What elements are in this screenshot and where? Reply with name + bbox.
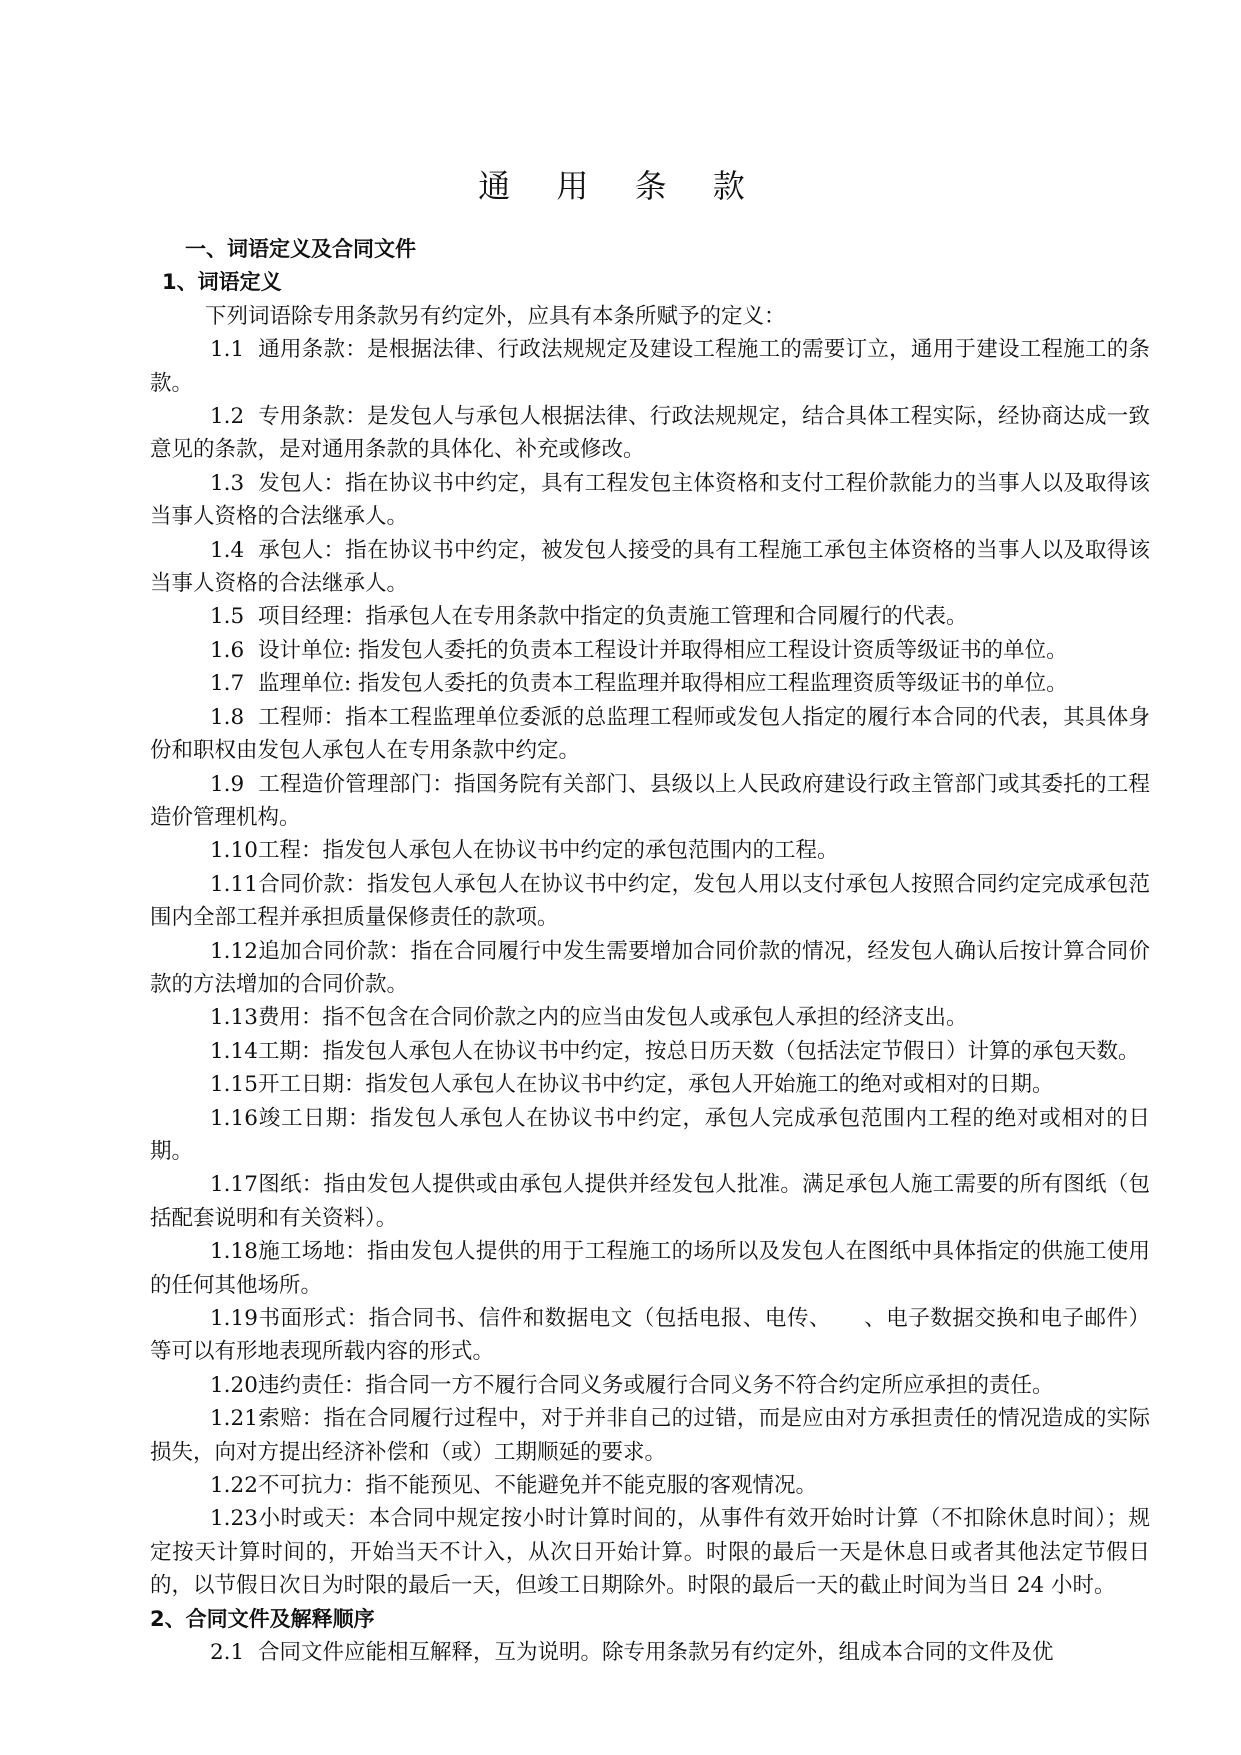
clause-number: 1.7: [210, 671, 245, 697]
clause-1-9: [150, 768, 1150, 835]
clause-text: 工程造价管理部门：指国务院有关部门、县级以上人民政府建设行政主管部门或其委托的工程造价管理机构。: [150, 771, 1150, 830]
clause-text: 工程师：指本工程监理单位委派的总监理工程师或发包人指定的履行本合同的代表，其具体身份和职权由发包人承包人在专用条款中约定。: [150, 704, 1150, 764]
clause-text: 开工日期：指发包人承包人在协议书中约定，承包人开始施工的绝对或相对的日期。: [258, 1072, 1054, 1098]
clause-1-13: [150, 1001, 1150, 1034]
clause-text: 专用条款：是发包人与承包人根据法律、行政法规规定，结合具体工程实际，经协商达成一致意见的条款，是对通用条款的具体化、补充或修改。: [150, 404, 1150, 463]
clause-number: 1.11: [210, 871, 258, 897]
clause-number: 1.3: [210, 470, 245, 496]
clause-text: 施工场地：指由发包人提供的用于工程施工的场所以及发包人在图纸中具体指定的供施工使用的任何其他场所。: [150, 1239, 1150, 1298]
clause-number: 1.17: [210, 1172, 258, 1198]
clause-1-10: [150, 834, 1150, 867]
section-heading: 一、词语定义及合同文件: [185, 237, 416, 261]
clause-1-19: [150, 1302, 1150, 1369]
clause-text: 承包人：指在协议书中约定，被发包人接受的具有工程施工承包主体资格的当事人以及取得该当事人资格的合法继承人。: [150, 537, 1150, 597]
clause-text: 追加合同价款：指在合同履行中发生需要增加合同价款的情况，经发包人确认后按计算合同价款的方法增加的合同价款。: [150, 938, 1150, 997]
clause-text: 工程：指发包人承包人在协议书中约定的承包范围内的工程。: [258, 838, 839, 864]
clause-2-1: [150, 1636, 1150, 1669]
clause-text: 项目经理：指承包人在专用条款中指定的负责施工管理和合同履行的代表。: [258, 604, 968, 630]
clause-number: 1.19: [210, 1306, 258, 1331]
clause-1-5: [150, 600, 1150, 633]
clause-number: 1.12: [210, 938, 258, 964]
clause-number: 1.21: [210, 1406, 258, 1432]
clause-1-2: [150, 400, 1150, 467]
clause-number: 1.23: [210, 1506, 258, 1532]
clause-1-8: [150, 701, 1150, 768]
clause-1-16: [150, 1102, 1150, 1169]
clause-number: 1.18: [210, 1239, 258, 1265]
clause-text: 发包人：指在协议书中约定，具有工程发包主体资格和支付工程价款能力的当事人以及取得该当事人资格的合法继承人。: [150, 470, 1150, 530]
clause-number: 1.9: [210, 771, 245, 797]
clause-text: 图纸：指由发包人提供或由承包人提供并经发包人批准。满足承包人施工需要的所有图纸（包括配套说明和有关资料）。: [150, 1172, 1150, 1231]
subsection-heading: 2、合同文件及解释顺序: [150, 1606, 375, 1631]
clause-number: 1.4: [210, 537, 245, 563]
clause-number: 1.10: [210, 838, 258, 864]
clause-text: 通用条款：是根据法律、行政法规规定及建设工程施工的需要订立，通用于建设工程施工的条款。: [150, 337, 1150, 396]
clause-text: 工期：指发包人承包人在协议书中约定，按总日历天数（包括法定节假日）计算的承包天数。: [258, 1038, 1140, 1064]
clause-number: 1.14: [210, 1038, 258, 1064]
subsection-heading: 1、词语定义: [162, 270, 282, 295]
intro-paragraph: 下列词语除专用条款另有约定外，应具有本条所赋予的定义：: [205, 303, 786, 329]
clause-1-3: [150, 467, 1150, 534]
clause-1-17: [150, 1168, 1150, 1235]
clause-text: 书面形式：指合同书、信件和数据电文（包括电报、电传、 、电子数据交换和电子邮件）等可以有形地表现所载内容的形式。: [150, 1306, 1150, 1365]
clause-1-4: [150, 534, 1150, 601]
clause-text: 合同价款：指发包人承包人在协议书中约定，发包人用以支付承包人按照合同约定完成承包范围内全部工程并承担质量保修责任的款项。: [150, 871, 1150, 931]
clause-number: 1.6: [210, 637, 245, 663]
clause-number: 1.5: [210, 604, 245, 630]
clause-1-22: [150, 1469, 1150, 1502]
clause-1-12: [150, 935, 1150, 1002]
clause-number: 1.1: [210, 337, 245, 363]
clause-1-1: [150, 333, 1150, 400]
clause-text: 小时或天：本合同中规定按小时计算时间的，从事件有效开始时计算（不扣除休息时间）；规定按天计算时间的，开始当天不计入，从次日开始计算。时限的最后一天是休息日或者其他法定节假日的，以节假日次日为时限的最后一天，但竣工日期除外。时限的最后一天的截止时间为当日 24 小时。: [150, 1506, 1150, 1599]
clause-number: 1.22: [210, 1473, 258, 1499]
clause-number: 1.20: [210, 1372, 258, 1398]
clause-number: 1.15: [210, 1072, 258, 1098]
clause-1-21: [150, 1402, 1150, 1469]
clause-1-18: [150, 1235, 1150, 1302]
clause-1-7: [150, 667, 1150, 700]
clause-1-14: [150, 1035, 1150, 1068]
clause-number: 2.1: [210, 1640, 245, 1666]
page-title: 通 用 条 款: [478, 167, 763, 205]
clause-1-23: [150, 1502, 1150, 1602]
clause-1-11: [150, 868, 1150, 935]
clause-text: 设计单位: 指发包人委托的负责本工程设计并取得相应工程设计资质等级证书的单位。: [258, 637, 1068, 663]
clause-text: 索赔：指在合同履行过程中，对于并非自己的过错，而是应由对方承担责任的情况造成的实际损失，向对方提出经济补偿和（或）工期顺延的要求。: [150, 1406, 1150, 1465]
clause-1-20: [150, 1369, 1150, 1402]
clause-text: 费用：指不包含在合同价款之内的应当由发包人或承包人承担的经济支出。: [258, 1005, 968, 1031]
clause-text: 违约责任：指合同一方不履行合同义务或履行合同义务不符合约定所应承担的责任。: [258, 1372, 1054, 1398]
clause-text: 监理单位: 指发包人委托的负责本工程监理并取得相应工程监理资质等级证书的单位。: [258, 671, 1068, 697]
document-body: [150, 233, 1150, 1669]
clause-number: 1.16: [210, 1105, 258, 1131]
clause-text: 合同文件应能相互解释，互为说明。除专用条款另有约定外，组成本合同的文件及优: [258, 1640, 1054, 1666]
clause-number: 1.13: [210, 1005, 258, 1031]
clause-1-15: [150, 1068, 1150, 1101]
clause-number: 1.2: [210, 404, 245, 430]
clause-text: 竣工日期：指发包人承包人在协议书中约定，承包人完成承包范围内工程的绝对或相对的日期。: [150, 1105, 1150, 1164]
clause-number: 1.8: [210, 704, 245, 730]
clause-text: 不可抗力：指不能预见、不能避免并不能克服的客观情况。: [258, 1473, 818, 1499]
clause-1-6: [150, 634, 1150, 667]
